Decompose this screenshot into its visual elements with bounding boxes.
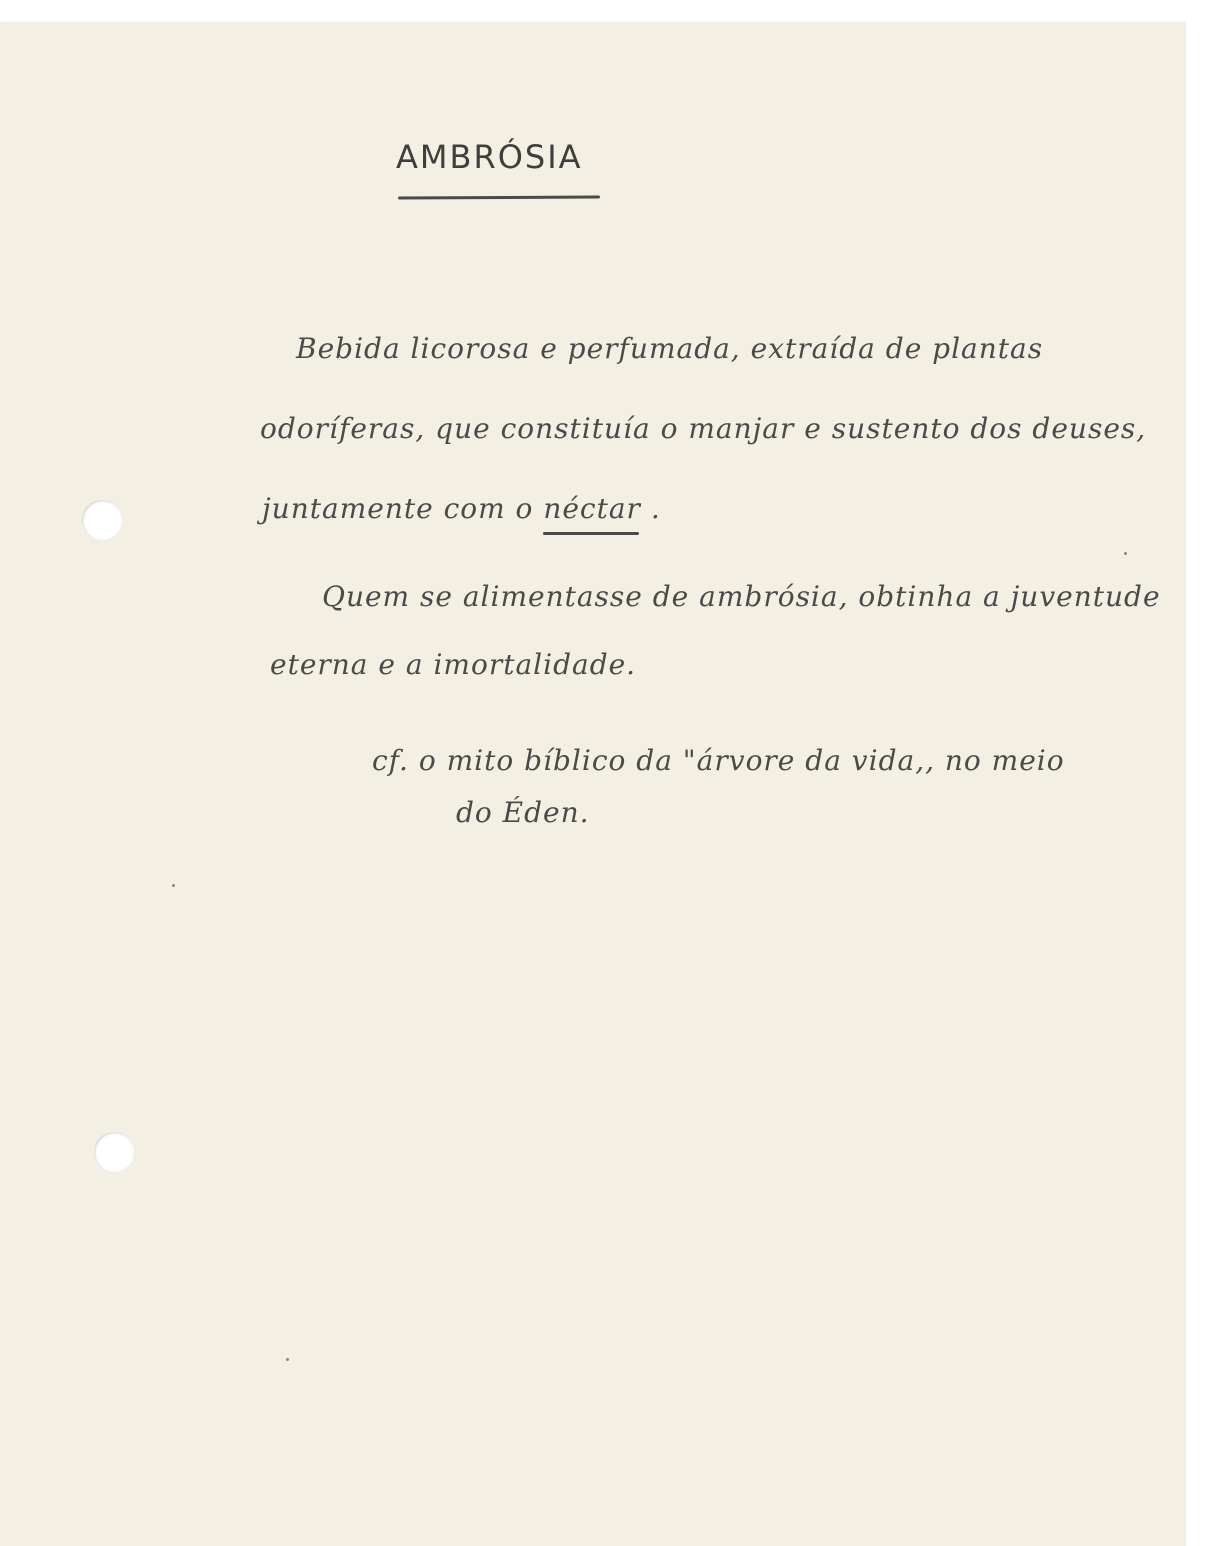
text-line-6: cf. o mito bíblico da "árvore da vida,, no meio [372,744,1065,777]
paper-speck [172,884,175,887]
paper-speck [1124,552,1127,555]
punch-hole-bottom [94,1132,134,1172]
paper-speck [286,1358,289,1361]
underlined-word-nectar: néctar [543,492,641,525]
punch-hole-top [82,500,122,540]
text-line-3-end: . [640,492,661,525]
scan-background [1186,22,1230,1546]
text-line-3 [262,492,661,525]
text-line-2: odoríferas, que constituía o manjar e sustento dos deuses, [260,412,1147,445]
text-line-3-start: juntamente com o [262,492,544,525]
text-line-7: do Éden. [456,796,590,829]
paper-sheet [0,22,1186,1546]
page-title: AMBRÓSIA [396,138,583,176]
text-line-5: eterna e a imortalidade. [270,648,637,681]
text-line-4: Quem se alimentasse de ambrósia, obtinha a juventude [322,580,1161,613]
text-line-1: Bebida licorosa e perfumada, extraída de plantas [296,332,1044,365]
